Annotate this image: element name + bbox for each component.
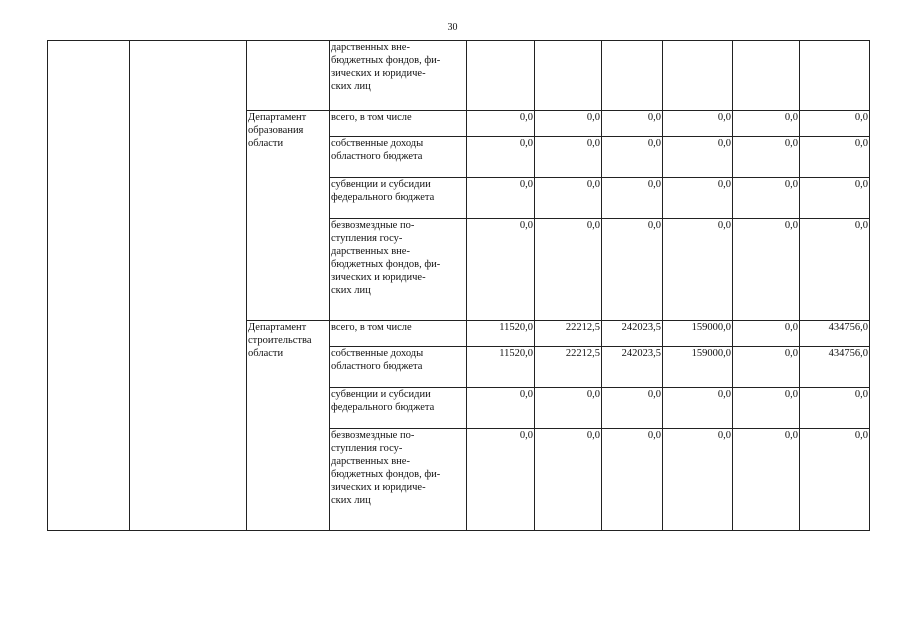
text-line: собственные доходы bbox=[331, 348, 424, 359]
text-line: всего, в том числе bbox=[331, 322, 412, 333]
text-line: бюджетных фондов, фи- bbox=[331, 55, 441, 66]
text-line: безвозмездные по- bbox=[331, 220, 415, 231]
department-name bbox=[247, 111, 330, 321]
text-line: бюджетных фондов, фи- bbox=[331, 469, 441, 480]
text-line: зических и юридиче- bbox=[331, 482, 426, 493]
value-cell: 0,0 bbox=[535, 178, 602, 219]
text-line: образования bbox=[248, 125, 304, 136]
funding-source-label bbox=[330, 321, 467, 347]
text-line: зических и юридиче- bbox=[331, 272, 426, 283]
value-cell: 0,0 bbox=[663, 111, 733, 137]
value-cell: 22212,5 bbox=[535, 321, 602, 347]
text-line: федерального бюджета bbox=[331, 402, 435, 413]
text-line: области bbox=[248, 348, 284, 359]
value-cell: 0,0 bbox=[733, 178, 800, 219]
value-cell: 0,0 bbox=[467, 429, 535, 531]
value-cell: 0,0 bbox=[733, 321, 800, 347]
text-line: дарственных вне- bbox=[331, 456, 410, 467]
value-cell: 0,0 bbox=[535, 111, 602, 137]
text-line: собственные доходы bbox=[331, 138, 424, 149]
text-line: зических и юридиче- bbox=[331, 68, 426, 79]
value-cell: 0,0 bbox=[800, 388, 870, 429]
empty-column-2 bbox=[130, 41, 247, 531]
text-line: Департамент bbox=[248, 112, 307, 123]
text-line: областного бюджета bbox=[331, 361, 423, 372]
budget-table bbox=[47, 40, 870, 531]
department-name bbox=[247, 321, 330, 531]
value-cell: 0,0 bbox=[535, 388, 602, 429]
value-cell: 0,0 bbox=[467, 388, 535, 429]
value-cell: 159000,0 bbox=[663, 347, 733, 388]
text-line: субвенции и субсидии bbox=[331, 179, 431, 190]
text-line: области bbox=[248, 138, 284, 149]
funding-source-label bbox=[330, 137, 467, 178]
value-cell bbox=[535, 41, 602, 111]
value-cell: 0,0 bbox=[602, 137, 663, 178]
value-cell: 242023,5 bbox=[602, 321, 663, 347]
value-cell: 0,0 bbox=[733, 388, 800, 429]
value-cell: 0,0 bbox=[663, 178, 733, 219]
value-cell: 0,0 bbox=[602, 178, 663, 219]
funding-source-label bbox=[330, 429, 467, 531]
text-line: строительства bbox=[248, 335, 312, 346]
value-cell: 0,0 bbox=[467, 178, 535, 219]
value-cell bbox=[467, 41, 535, 111]
value-cell: 0,0 bbox=[663, 388, 733, 429]
value-cell: 434756,0 bbox=[800, 347, 870, 388]
text-line: дарственных вне- bbox=[331, 246, 410, 257]
value-cell: 0,0 bbox=[733, 137, 800, 178]
value-cell: 0,0 bbox=[663, 137, 733, 178]
value-cell: 0,0 bbox=[800, 429, 870, 531]
value-cell bbox=[733, 41, 800, 111]
value-cell: 0,0 bbox=[663, 219, 733, 321]
value-cell: 0,0 bbox=[733, 429, 800, 531]
text-line: федерального бюджета bbox=[331, 192, 435, 203]
value-cell: 0,0 bbox=[733, 347, 800, 388]
table-body bbox=[48, 41, 870, 531]
text-line: ступления госу- bbox=[331, 233, 403, 244]
value-cell: 0,0 bbox=[800, 111, 870, 137]
funding-source-label bbox=[330, 178, 467, 219]
text-line: субвенции и субсидии bbox=[331, 389, 431, 400]
text-line: ских лиц bbox=[331, 285, 371, 296]
text-line: ских лиц bbox=[331, 81, 371, 92]
funding-source-label bbox=[330, 219, 467, 321]
value-cell: 0,0 bbox=[733, 219, 800, 321]
funding-source-label bbox=[330, 41, 467, 111]
value-cell: 0,0 bbox=[602, 111, 663, 137]
text-line: безвозмездные по- bbox=[331, 430, 415, 441]
value-cell: 0,0 bbox=[602, 219, 663, 321]
funding-source-label bbox=[330, 111, 467, 137]
funding-source-label bbox=[330, 347, 467, 388]
value-cell bbox=[663, 41, 733, 111]
value-cell: 434756,0 bbox=[800, 321, 870, 347]
value-cell: 0,0 bbox=[663, 429, 733, 531]
value-cell: 22212,5 bbox=[535, 347, 602, 388]
value-cell: 159000,0 bbox=[663, 321, 733, 347]
text-line: ских лиц bbox=[331, 495, 371, 506]
table-row bbox=[48, 41, 870, 111]
value-cell: 0,0 bbox=[733, 111, 800, 137]
value-cell: 0,0 bbox=[602, 429, 663, 531]
value-cell: 0,0 bbox=[800, 137, 870, 178]
value-cell: 0,0 bbox=[467, 111, 535, 137]
value-cell: 0,0 bbox=[800, 178, 870, 219]
value-cell: 0,0 bbox=[535, 429, 602, 531]
page-number: 30 bbox=[447, 22, 458, 33]
value-cell: 11520,0 bbox=[467, 321, 535, 347]
text-line: ступления госу- bbox=[331, 443, 403, 454]
text-line: дарственных вне- bbox=[331, 42, 410, 53]
value-cell bbox=[800, 41, 870, 111]
value-cell: 0,0 bbox=[602, 388, 663, 429]
value-cell: 242023,5 bbox=[602, 347, 663, 388]
text-line: всего, в том числе bbox=[331, 112, 412, 123]
value-cell bbox=[602, 41, 663, 111]
value-cell: 11520,0 bbox=[467, 347, 535, 388]
value-cell: 0,0 bbox=[800, 219, 870, 321]
value-cell: 0,0 bbox=[535, 137, 602, 178]
empty-column-1 bbox=[48, 41, 130, 531]
text-line: бюджетных фондов, фи- bbox=[331, 259, 441, 270]
value-cell: 0,0 bbox=[535, 219, 602, 321]
text-line: Департамент bbox=[248, 322, 307, 333]
text-line: областного бюджета bbox=[331, 151, 423, 162]
department-cell-empty bbox=[247, 41, 330, 111]
value-cell: 0,0 bbox=[467, 137, 535, 178]
funding-source-label bbox=[330, 388, 467, 429]
value-cell: 0,0 bbox=[467, 219, 535, 321]
